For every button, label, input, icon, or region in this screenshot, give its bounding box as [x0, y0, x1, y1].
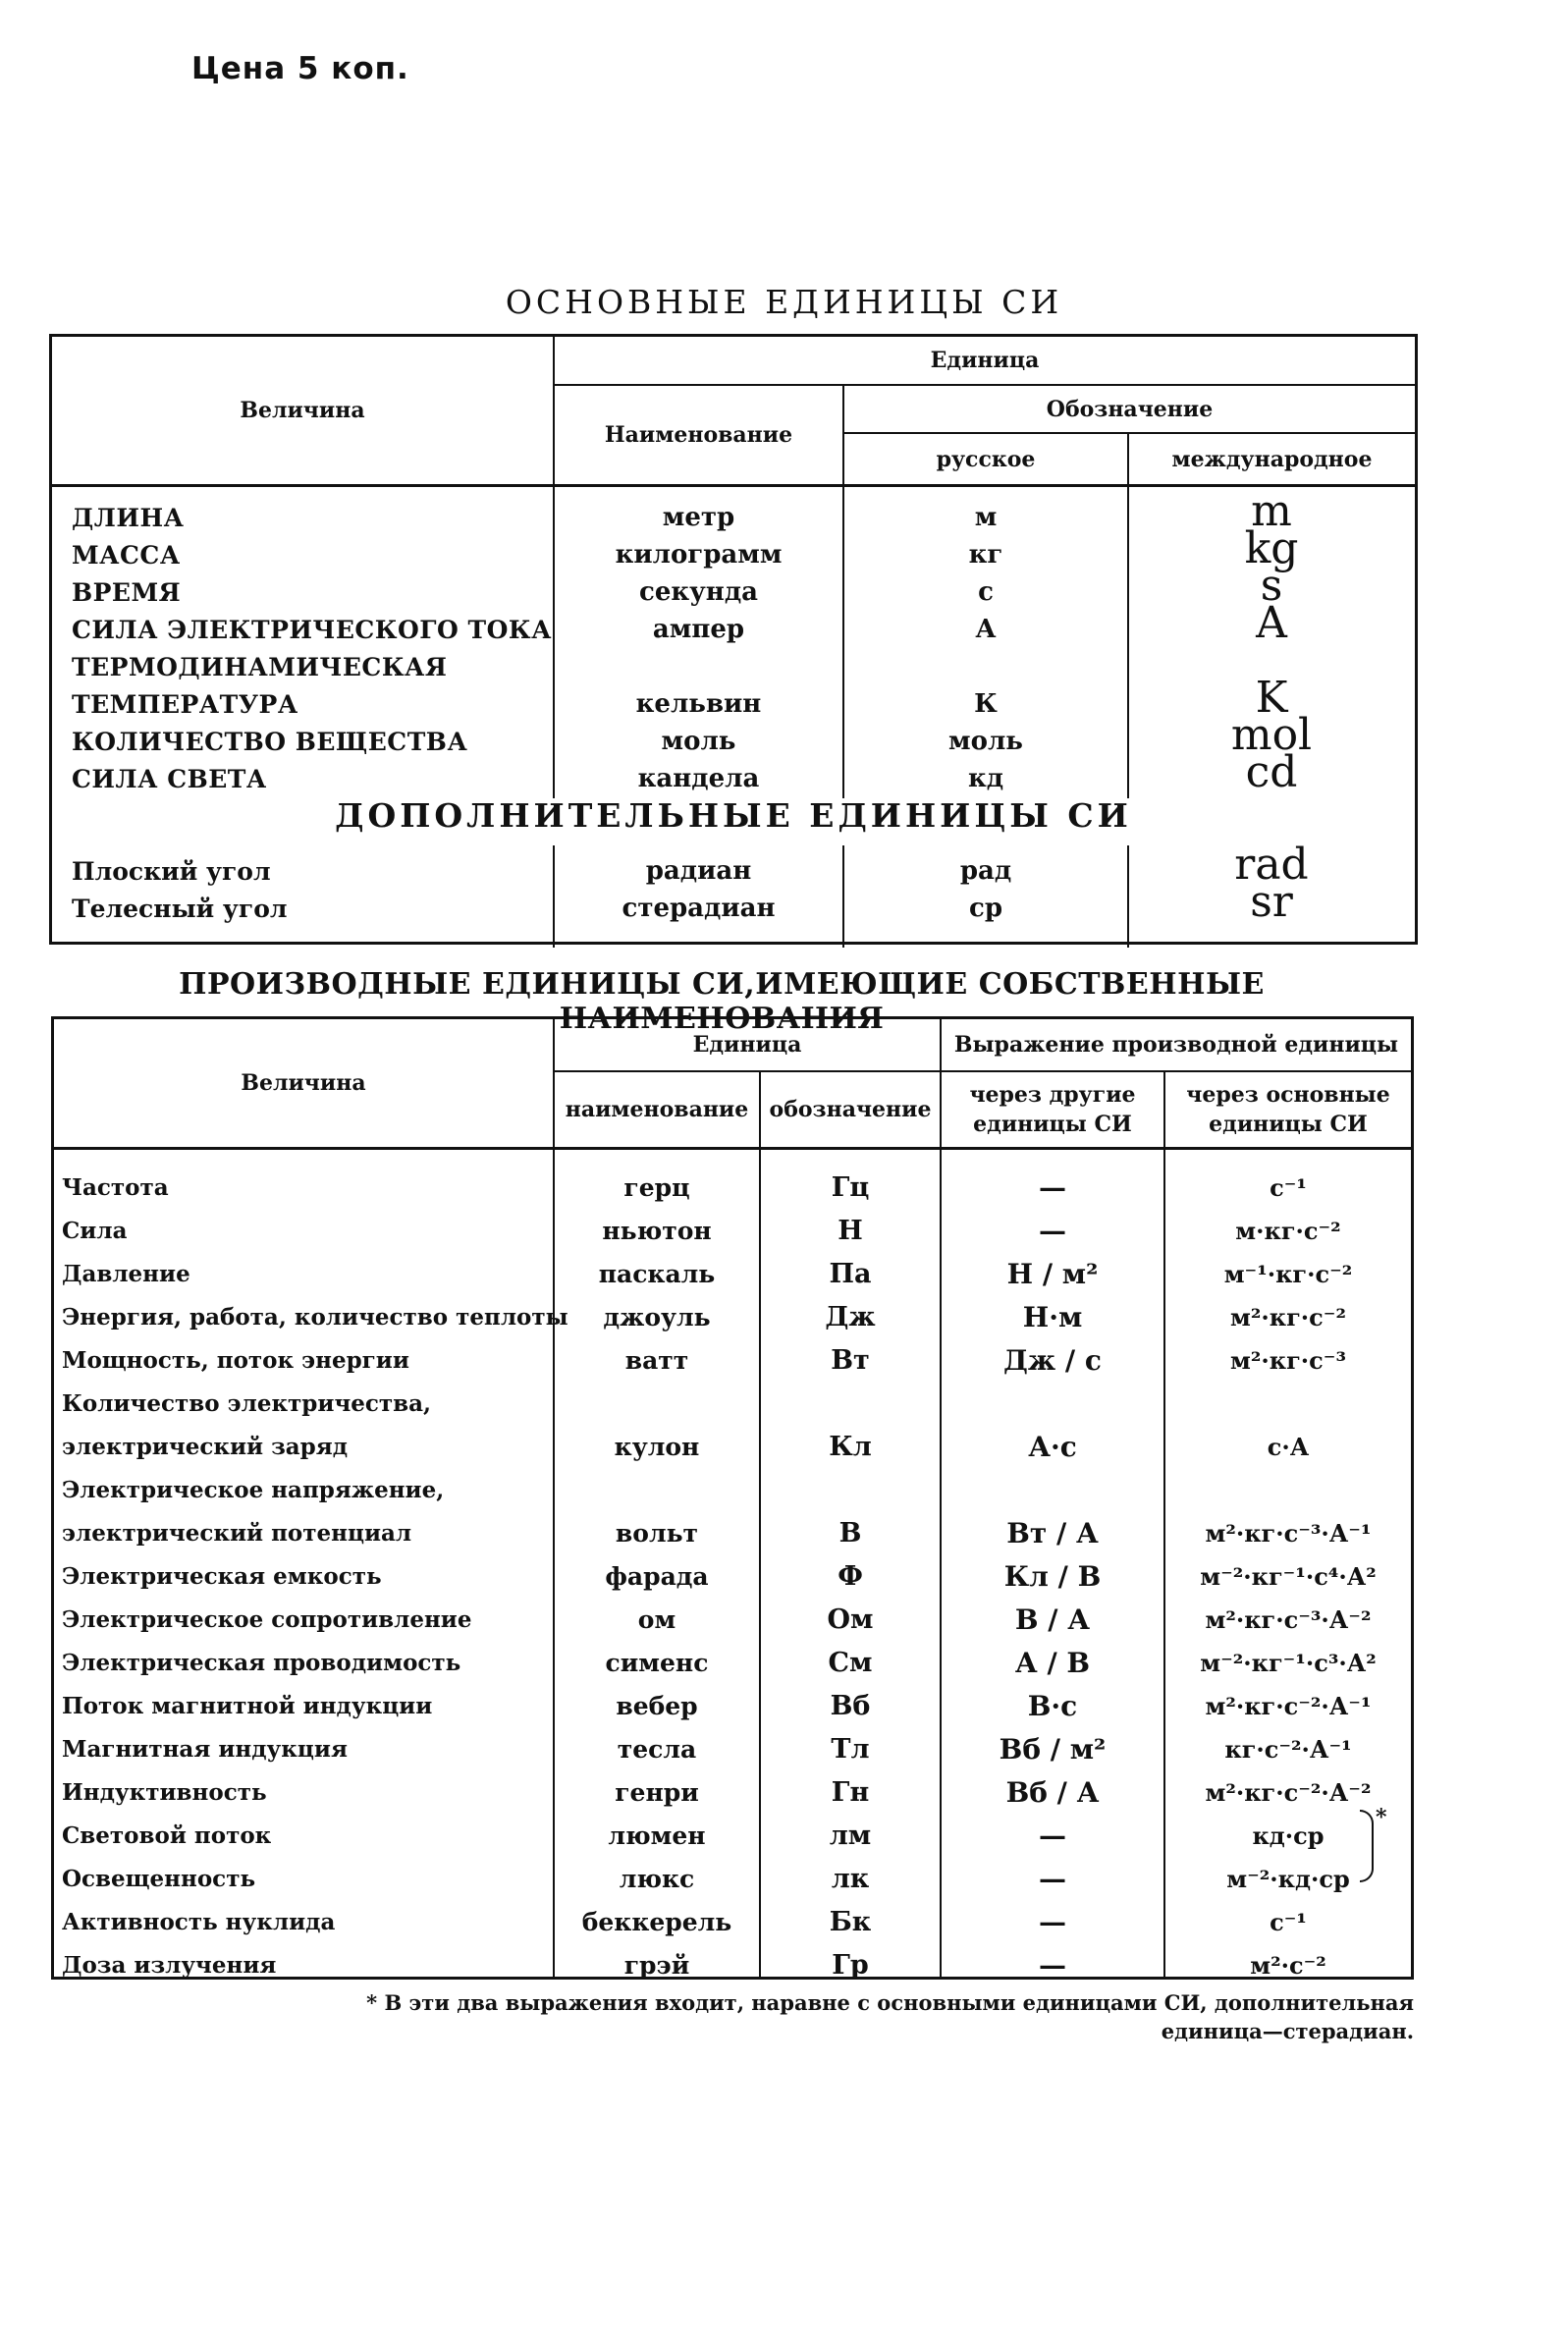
- unit-name: джоуль: [603, 1303, 711, 1332]
- unit-name: беккерель: [581, 1908, 732, 1936]
- unit-russian: К: [974, 689, 998, 719]
- via-other-units: Вт / А: [1006, 1517, 1099, 1549]
- unit-international: cd: [1245, 747, 1298, 797]
- via-other-units: Вб / А: [1005, 1776, 1100, 1809]
- unit-russian: рад: [959, 856, 1012, 886]
- via-other-units: —: [1039, 1906, 1066, 1938]
- unit-symbol: Н: [838, 1216, 863, 1246]
- quantity: ТЕРМОДИНАМИЧЕСКАЯ: [72, 653, 448, 681]
- unit-russian: м: [974, 503, 998, 532]
- via-base-units: с·А: [1267, 1433, 1310, 1461]
- unit-russian: кд: [967, 764, 1004, 793]
- quantity: Электрическое напряжение,: [62, 1477, 445, 1503]
- unit-international: kg: [1244, 523, 1299, 573]
- via-base-units: м²·кг·с⁻²: [1230, 1303, 1346, 1332]
- via-other-units: —: [1039, 1215, 1066, 1247]
- unit-international: rad: [1234, 840, 1309, 890]
- footnote: [236, 1988, 1414, 2045]
- quantity: Активность нуклида: [62, 1909, 336, 1935]
- unit-symbol: Ф: [838, 1561, 863, 1592]
- unit-symbol: Вт: [831, 1345, 870, 1376]
- header-russian: русское: [936, 446, 1036, 472]
- via-base-units: м⁻²·кг⁻¹·с³·А²: [1200, 1649, 1377, 1677]
- quantity: Световой поток: [62, 1822, 272, 1849]
- unit-name: кельвин: [635, 689, 762, 719]
- unit-name: кандела: [637, 764, 760, 793]
- quantity: Давление: [62, 1261, 190, 1287]
- via-base-units: м²·кг·с⁻³: [1230, 1346, 1346, 1375]
- unit-symbol: Гц: [831, 1172, 870, 1203]
- via-other-units: Вб / м²: [999, 1733, 1107, 1766]
- price-label: Цена 5 коп.: [191, 51, 409, 86]
- unit-name: ньютон: [602, 1217, 712, 1245]
- via-base-units: м·кг·с⁻²: [1235, 1217, 1341, 1245]
- quantity: Количество электричества,: [62, 1390, 432, 1417]
- rule: [54, 1147, 1411, 1150]
- quantity: электрический потенциал: [62, 1520, 412, 1547]
- via-other-units: —: [1039, 1949, 1066, 1982]
- via-base-units: м²·кг·с⁻³·А⁻¹: [1205, 1519, 1372, 1548]
- via-other-units: В / А: [1014, 1603, 1091, 1636]
- quantity: ВРЕМЯ: [72, 578, 182, 607]
- via-base-units: м⁻²·кд·ср: [1226, 1865, 1350, 1893]
- quantity: Электрическая емкость: [62, 1563, 382, 1590]
- unit-symbol: Кл: [829, 1432, 872, 1462]
- header-quantity: Величина: [240, 398, 365, 423]
- via-other-units: Н·м: [1022, 1301, 1083, 1333]
- quantity: электрический заряд: [62, 1434, 349, 1460]
- quantity: Доза излучения: [62, 1952, 277, 1979]
- via-other-units: А / В: [1014, 1647, 1091, 1679]
- unit-international: A: [1256, 598, 1287, 648]
- unit-name: сименс: [605, 1649, 709, 1677]
- via-base-units: м⁻¹·кг·с⁻²: [1223, 1260, 1353, 1288]
- quantity: Поток магнитной индукции: [62, 1693, 433, 1719]
- unit-name: фарада: [605, 1562, 709, 1591]
- via-other-units: —: [1039, 1820, 1066, 1852]
- quantity: Плоский угол: [72, 857, 271, 886]
- quantity: Сила: [62, 1218, 128, 1244]
- unit-symbol: Дж: [825, 1302, 876, 1332]
- unit-name: вебер: [616, 1692, 698, 1720]
- unit-name: люкс: [619, 1865, 695, 1893]
- header-symbol: Обозначение: [1046, 396, 1214, 422]
- via-other-units: —: [1039, 1863, 1066, 1895]
- unit-name: люмен: [608, 1821, 706, 1850]
- via-base-units: с⁻¹: [1270, 1173, 1307, 1202]
- unit-symbol: Ом: [827, 1604, 874, 1635]
- quantity: МАССА: [72, 541, 181, 570]
- quantity: Электрическое сопротивление: [62, 1606, 472, 1633]
- unit-russian: моль: [948, 727, 1023, 756]
- via-other-units: Дж / с: [1003, 1344, 1102, 1377]
- unit-symbol: В: [838, 1518, 862, 1549]
- quantity: Мощность, поток энергии: [62, 1347, 409, 1374]
- via-base-units: м²·кг·с⁻²·А⁻²: [1205, 1778, 1372, 1807]
- quantity: Магнитная индукция: [62, 1736, 348, 1763]
- unit-name: килограмм: [615, 540, 783, 570]
- unit-name: секунда: [639, 577, 758, 607]
- via-base-units: м⁻²·кг⁻¹·с⁴·А²: [1200, 1562, 1377, 1591]
- unit-symbol: Бк: [829, 1907, 872, 1937]
- unit-name: грэй: [623, 1951, 690, 1980]
- unit-russian: с: [978, 577, 994, 607]
- quantity: КОЛИЧЕСТВО ВЕЩЕСТВА: [72, 728, 468, 756]
- base-units-title: ОСНОВНЫЕ ЕДИНИЦЫ СИ: [505, 283, 1063, 321]
- header-symbol: обозначение: [769, 1097, 932, 1122]
- quantity: СИЛА СВЕТА: [72, 765, 267, 793]
- unit-name: кулон: [614, 1433, 700, 1461]
- header-unit: Единица: [930, 348, 1040, 373]
- unit-name: ом: [637, 1605, 676, 1634]
- quantity: Телесный угол: [72, 895, 288, 923]
- unit-name: вольт: [615, 1519, 699, 1548]
- quantity: ДЛИНА: [72, 504, 185, 532]
- unit-symbol: См: [828, 1648, 873, 1678]
- header-expression: Выражение производной единицы: [953, 1032, 1399, 1058]
- unit-name: метр: [662, 503, 735, 532]
- header-via-other: через другие единицы СИ: [969, 1082, 1136, 1137]
- unit-international: mol: [1230, 710, 1313, 760]
- unit-name: радиан: [645, 856, 752, 886]
- unit-symbol: Па: [829, 1259, 872, 1289]
- unit-name: ампер: [652, 615, 745, 644]
- unit-international: s: [1260, 561, 1283, 611]
- header-quantity: Величина: [241, 1070, 366, 1096]
- unit-name: ватт: [624, 1346, 689, 1375]
- unit-international: m: [1251, 486, 1292, 536]
- footnote-line2: единица—стерадиан.: [1161, 2019, 1414, 2043]
- via-other-units: В·с: [1027, 1690, 1078, 1722]
- unit-name: герц: [623, 1173, 690, 1202]
- header-international: международное: [1171, 446, 1373, 472]
- quantity: СИЛА ЭЛЕКТРИЧЕСКОГО ТОКА: [72, 616, 553, 644]
- unit-russian: ср: [968, 894, 1002, 923]
- quantity: Индуктивность: [62, 1779, 267, 1806]
- via-base-units: м²·кг·с⁻²·А⁻¹: [1205, 1692, 1372, 1720]
- unit-name: генри: [615, 1778, 699, 1807]
- header-via-base: через основные единицы СИ: [1186, 1082, 1390, 1137]
- unit-name: моль: [661, 727, 736, 756]
- quantity: Освещенность: [62, 1866, 256, 1892]
- unit-name: паскаль: [598, 1260, 716, 1288]
- unit-symbol: Гр: [832, 1950, 869, 1981]
- unit-international: sr: [1250, 877, 1293, 927]
- footnote-line1: * В эти два выражения входит, наравне с основными единицами СИ, дополнительная: [366, 1990, 1414, 2015]
- via-base-units: кг·с⁻²·А⁻¹: [1224, 1735, 1352, 1764]
- unit-russian: А: [975, 615, 997, 644]
- via-other-units: —: [1039, 1171, 1066, 1204]
- derived-units-table: [51, 1016, 1414, 1980]
- header-name: наименование: [565, 1097, 749, 1122]
- unit-symbol: лк: [831, 1864, 870, 1894]
- supplementary-units-title: ДОПОЛНИТЕЛЬНЫЕ ЕДИНИЦЫ СИ: [335, 796, 1132, 835]
- base-units-table: [49, 334, 1418, 945]
- header-unit: Единица: [692, 1032, 802, 1058]
- brace-star: *: [1376, 1805, 1387, 1830]
- quantity: ТЕМПЕРАТУРА: [72, 690, 298, 719]
- unit-symbol: Тл: [831, 1734, 870, 1765]
- via-other-units: Кл / В: [1003, 1560, 1102, 1593]
- unit-international: K: [1255, 673, 1288, 723]
- via-base-units: кд·ср: [1252, 1821, 1325, 1850]
- via-base-units: м²·кг·с⁻³·А⁻²: [1205, 1605, 1372, 1634]
- unit-symbol: Вб: [830, 1691, 871, 1721]
- via-other-units: А·с: [1028, 1431, 1077, 1463]
- via-base-units: с⁻¹: [1270, 1908, 1307, 1936]
- unit-symbol: лм: [829, 1821, 872, 1851]
- quantity: Электрическая проводимость: [62, 1650, 461, 1676]
- unit-name: тесла: [617, 1735, 697, 1764]
- unit-russian: кг: [968, 540, 1003, 570]
- derived-units-title: ПРОИЗВОДНЫЕ ЕДИНИЦЫ СИ,ИМЕЮЩИЕ СОБСТВЕННЫЕ НАИМЕНОВАНИЯ: [179, 967, 1265, 1036]
- header-name: Наименование: [604, 422, 793, 448]
- via-base-units: м²·с⁻²: [1250, 1951, 1326, 1980]
- brace-icon: [1360, 1810, 1374, 1882]
- unit-name: стерадиан: [622, 894, 776, 923]
- quantity: Частота: [62, 1174, 169, 1201]
- quantity: Энергия, работа, количество теплоты: [62, 1304, 568, 1331]
- via-other-units: Н / м²: [1006, 1258, 1099, 1290]
- unit-symbol: Гн: [831, 1777, 870, 1808]
